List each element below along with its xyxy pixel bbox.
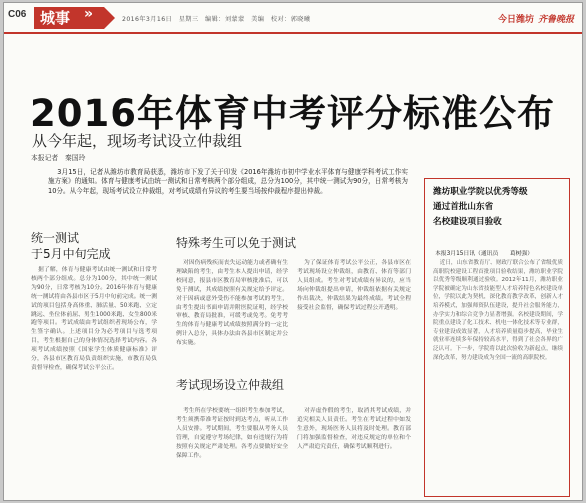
sidebar-title-line3: 名校建设项目验收 [433, 217, 502, 228]
article-byline: 本报记者 秦国玲 [31, 154, 86, 162]
column-3-lower [297, 407, 411, 498]
sidebar-body [433, 259, 563, 495]
sidebar-body-text: 近日，山东省教育厅、财政厅联合公布了省级优质高职院校建设工程首批项目验收结果，潍坊职业学院以优秀等级顺利通过验收。2012年11月，潍坊职业学院被确定为山东省技能型人才培养特色名校建设单位，学院以此为契机，深化教育教学改革，创新人才培养模式，加强师资队伍建设，提升社会服务能力，办学实力和综合竞争力显著增强。名校建设期间，学院重点建设了化工技术、机电一体化技术等专业群，专业建设成效显著，人才培养质量稳步提高，毕业生就业率连续多年保持较高水平，得到了社会各界的广泛认可。下一步，学院将以此次验收为新起点，继续深化改革，努力建设成为全国一流的高职院校。 [433, 260, 563, 361]
double-chevron-icon: » [84, 6, 94, 22]
brand-name: 今日潍坊 [497, 15, 534, 25]
section-tag: 城事 [34, 7, 104, 29]
section-heading-1-line1: 统一测试 [31, 231, 80, 245]
sidebar-title-line2: 通过首批山东省 [433, 202, 494, 213]
sidebar-byline: 本报3月15日讯（通讯员 葛树强） [435, 251, 534, 257]
section-heading-1 [31, 230, 111, 262]
section-heading-1-line2: 于5月中旬完成 [31, 247, 111, 261]
section-heading-3: 考试现场设立仲裁组 [176, 378, 285, 392]
column-1 [31, 266, 157, 498]
newspaper-logo: 齐鲁晚报 [537, 15, 574, 25]
column-3-text: 为了保证体育考试公平公正，各县市区在考试现场设立仲裁组，由教育、体育等部门人员组成。考生对考试成绩有异议的，应当场向仲裁组提出申请，仲裁组依据有关规定作出裁决，仲裁结果为最终成绩。考试全程接受社会监督，确保考试过程公开透明。 [297, 260, 411, 311]
section-arrow-shape [104, 7, 115, 29]
column-3-upper [297, 259, 411, 367]
column-1-text: 据了解，体育与健康考试由统一测试和日常考核两个部分组成。总分为100分，其中统一测试为90分，日常考核为10分。2016年体育与健康统一测试将由各县市区于5月中旬前完成。统一测试的项目包括身高体重、肺活量、50米跑、立定跳远、坐位体前屈、男生1000米跑、女生800米跑等项目。考试成绩由考试组织者现场公布，学生签字确认。上述项目分为必考项目与选考项目，考生根据自己的身体情况选择考试内容。各项考试成绩按照《国家学生体质健康标准》评分，各县市区教育局负责组织实施，市教育局负责督导检查，确保考试公平公正。 [31, 267, 157, 371]
sidebar-news-box [424, 178, 570, 497]
column-3-lower-text: 对弄虚作假的考生，取消其考试成绩，并追究相关人员责任。考生在考试过程中如发生意外，现场医务人员将及时处理。教育部门将加强监督检查，对违反规定的单位和个人严肃追究责任，确保考试顺利进行。 [297, 408, 411, 450]
header-rule [4, 32, 582, 34]
edition-meta: 2016年3月16日 星期三 编辑：刘蒙蒙 美编 校对：郭晓曦 [122, 16, 311, 23]
column-2-text: 对因伤病残疾而丧失运动能力或者确有生理缺陷的考生，由考生本人提出申请，经学校同意，报县市区教育局审核批准后，可以免于测试，其成绩按照有关规定给予评定。对于因病或意外受伤不能参加考试的考生，由考生提出书面申请并附医院证明，经学校审核、教育局批准，可缓考或免考。免考考生的体育与健康考试成绩按照满分的一定比例计入总分，具体办法由各县市区制定并公布实施。 [176, 260, 288, 347]
section-heading-2: 特殊考生可以免于测试 [176, 236, 297, 250]
page-number: C06 [8, 9, 27, 20]
column-2-upper [176, 259, 288, 355]
column-2-lower [176, 407, 288, 498]
brand-label [498, 12, 574, 25]
article-lead [48, 168, 408, 196]
lead-paragraph: 3月15日，记者从潍坊市教育局获悉，潍坊市下发了关于印发《2016年潍坊市初中学业水平体育与健康学科考试工作实施方案》的通知。体育与健康考试由统一测试和日常考核两个部分组成，总分为100分，其中统一测试为90分，日常考核为10分。从今年起，现场考试设立仲裁组，对考试成绩有异议的考生要当场按仲裁程序提出仲裁。 [48, 168, 408, 195]
article-headline: 2016年体育中考评分标准公布 [30, 92, 555, 135]
newspaper-page [3, 2, 583, 501]
column-2-lower-text: 考生所在学校要统一组织考生参加考试，考生须携带准考证按时到达考点，听从工作人员安排。考试期间，考生要服从考务人员管理，自觉遵守考场纪律，如有违规行为将按照有关规定严肃处理。各考点要做好安全保障工作。 [176, 408, 288, 459]
sidebar-title [433, 185, 528, 231]
article-subhead: 从今年起，现场考试设立仲裁组 [32, 132, 243, 150]
page-header [4, 3, 582, 37]
sidebar-title-line1: 潍坊职业学院以优秀等级 [433, 187, 528, 197]
